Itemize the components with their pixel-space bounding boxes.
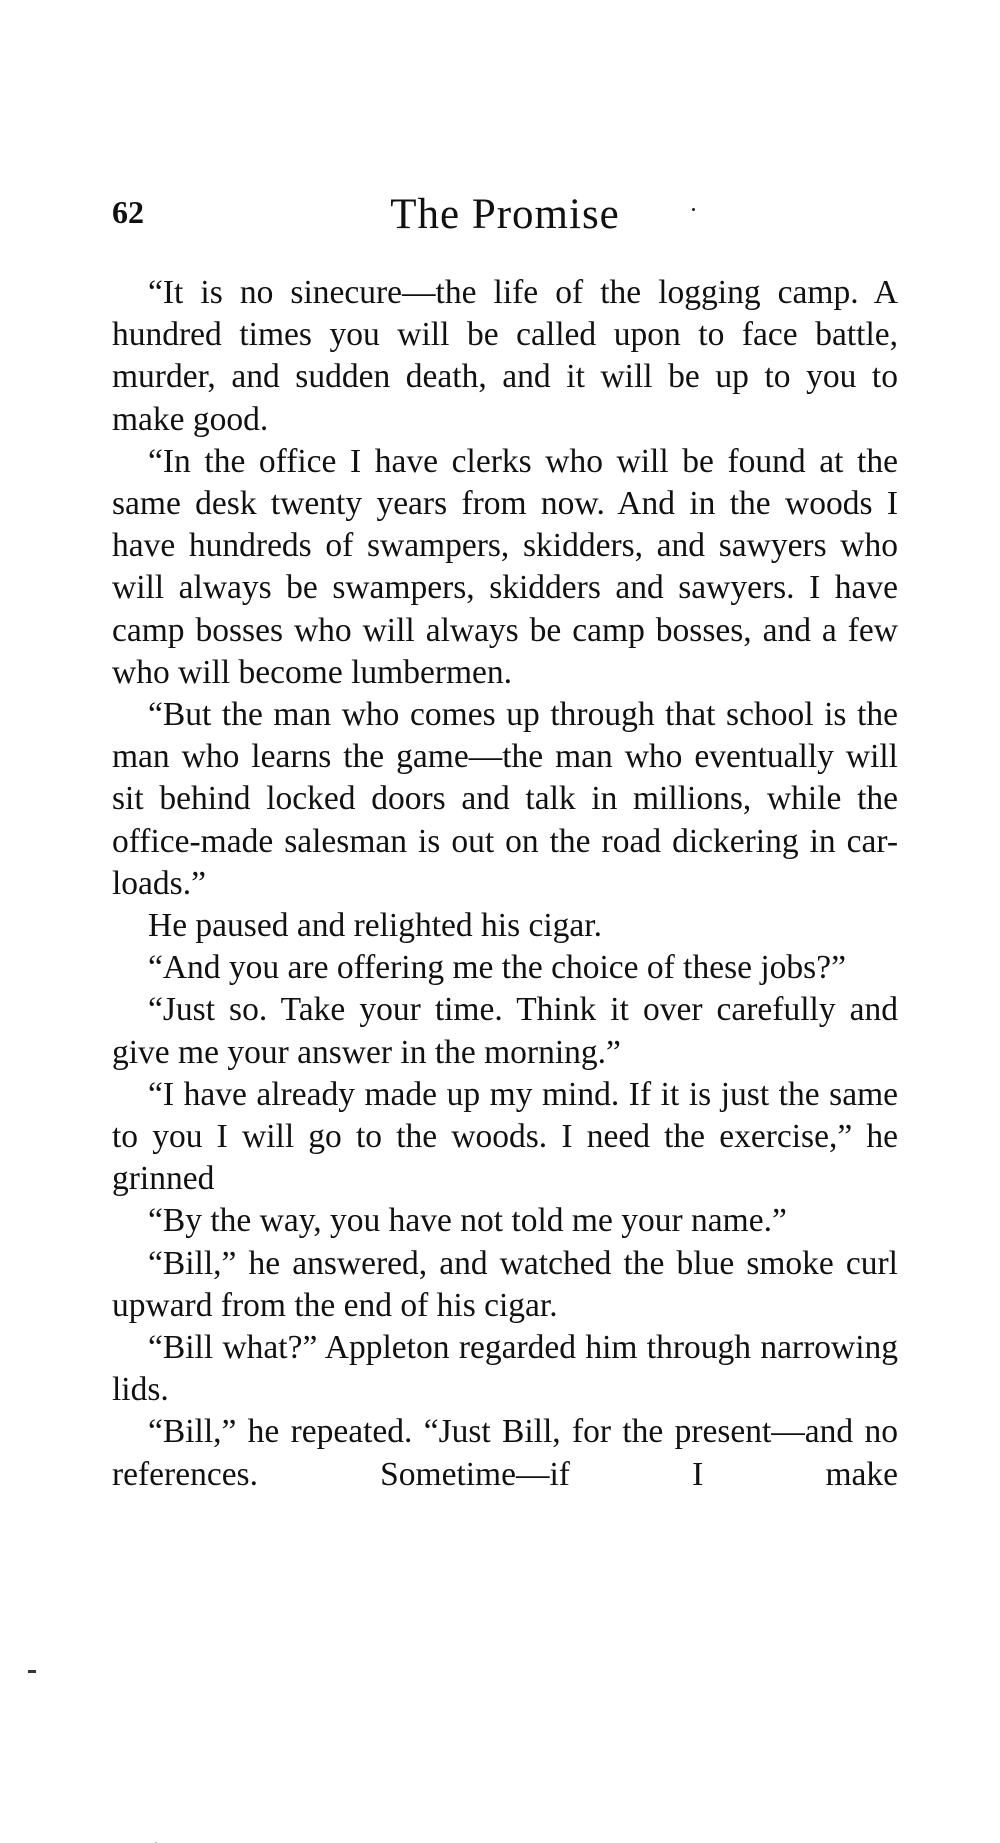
paragraph-continued: “Bill,” he repeated. “Just Bill, for the present—and no references. Sometime—if I make [112,1413,898,1493]
paragraph: He paused and relighted his cigar. [148,907,602,945]
paragraph: “Bill what?” Appleton regarded him through narrowing lids. [112,1329,898,1409]
paragraph: “Bill,” he answered, and watched the blue smoke curl upward from the end of his cigar. [112,1244,898,1324]
paragraph: “In the office I have clerks who will be found at the same desk twenty years from now. And in the woods I have hundreds of swampers, skidders, and sawyers who will always be swampers, skidders and sawyers. I have camp bosses who will always be camp bosses, and a few who will become lumbermen. [112,442,898,691]
paragraph: “By the way, you have not told me your name.” [148,1202,787,1240]
running-head [112,190,898,250]
paragraph: “It is no sinecure—the life of the logging camp. A hundred times you will be called upon to face battle, murder, and sudden death, and it will be up to you to make good. [112,274,898,438]
page-number: 62 [112,194,144,230]
paragraph: “And you are offering me the choice of these jobs?” [148,949,846,987]
print-speck [692,208,695,211]
paragraph: “Just so. Take your time. Think it over carefully and give me your answer in the morning.” [112,991,898,1071]
margin-mark [28,1670,36,1673]
book-page [112,190,898,1496]
paragraph: “But the man who comes up through that school is the man who learns the game—the man who eventually will sit behind locked doors and talk in millions, while the office-made salesman is out on the road dickering in car-loads.” [112,696,898,902]
paragraph: “I have already made up my mind. If it is just the same to you I will go to the woods. I need the exercise,” he grinned [112,1075,898,1198]
book-title: The Promise [390,191,620,238]
text-body [112,272,898,1496]
